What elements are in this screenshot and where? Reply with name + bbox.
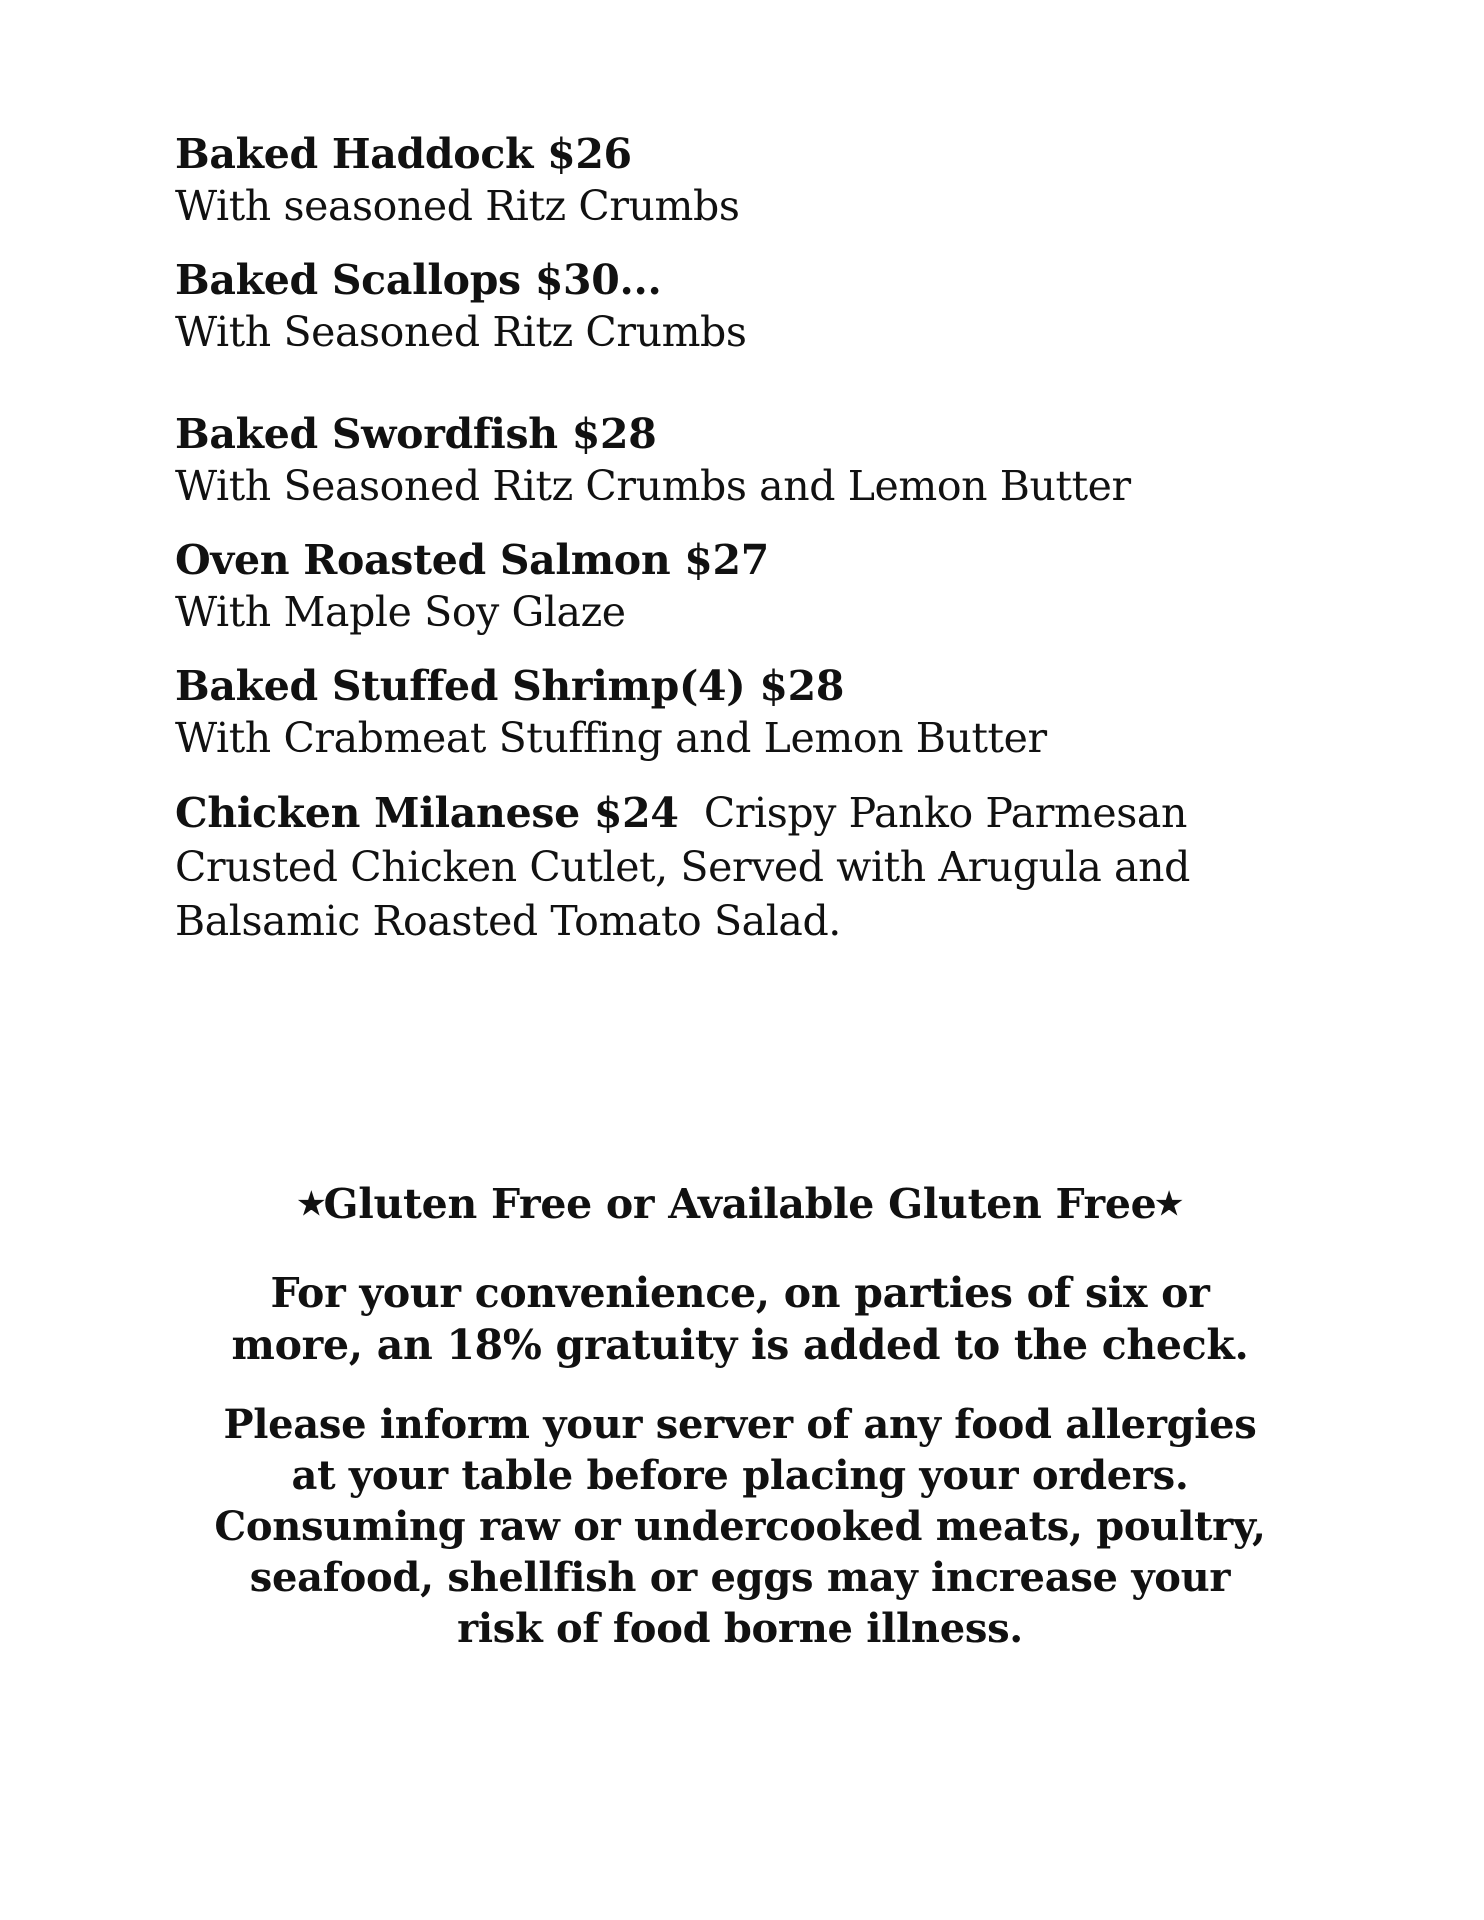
gratuity-line: more, an 18% gratuity is added to the check. bbox=[231, 1321, 1249, 1369]
allergy-note bbox=[140, 1399, 1340, 1654]
gratuity-line: For your convenience, on parties of six or bbox=[270, 1269, 1210, 1317]
star-icon: ✭ bbox=[1156, 1187, 1182, 1222]
menu-item-haddock bbox=[175, 128, 1335, 232]
gluten-free-text: Gluten Free or Available Gluten Free bbox=[323, 1180, 1157, 1228]
menu-item-title: Baked Haddock $26 bbox=[175, 130, 632, 178]
allergy-line: seafood, shellfish or eggs may increase your bbox=[249, 1554, 1231, 1601]
menu-item-title: Baked Stuffed Shrimp(4) $28 bbox=[175, 662, 845, 710]
menu-item-title: Chicken Milanese $24 bbox=[175, 789, 679, 837]
menu-item-salmon bbox=[175, 534, 1335, 638]
allergy-line: at your table before placing your orders. bbox=[291, 1452, 1189, 1499]
gratuity-note bbox=[140, 1267, 1340, 1371]
menu-item-milanese bbox=[175, 786, 1315, 948]
menu-item-description: With Seasoned Ritz Crumbs and Lemon Butter bbox=[175, 462, 1131, 510]
menu-item-scallops bbox=[175, 254, 1335, 358]
menu-item-description: With seasoned Ritz Crumbs bbox=[175, 182, 740, 230]
menu-item-description: With Crabmeat Stuffing and Lemon Butter bbox=[175, 714, 1047, 762]
menu-item-title: Baked Scallops $30... bbox=[175, 256, 662, 304]
menu-item-title: Baked Swordfish $28 bbox=[175, 410, 657, 458]
menu-item-description: Crispy Panko Parmesan Crusted Chicken Cutlet, Served with Arugula and Balsamic Roasted Tomato Salad. bbox=[175, 789, 1190, 945]
menu-list bbox=[175, 128, 1335, 970]
allergy-line: Please inform your server of any food allergies bbox=[223, 1401, 1257, 1448]
menu-item-description: With Seasoned Ritz Crumbs bbox=[175, 308, 747, 356]
gluten-free-note bbox=[140, 1178, 1340, 1231]
menu-item-shrimp bbox=[175, 660, 1335, 764]
allergy-line: Consuming raw or undercooked meats, poultry, bbox=[214, 1503, 1266, 1550]
star-icon: ✭ bbox=[298, 1187, 324, 1222]
menu-notes bbox=[140, 1178, 1340, 1654]
menu-item-swordfish bbox=[175, 408, 1335, 512]
menu-item-description: With Maple Soy Glaze bbox=[175, 588, 626, 636]
menu-item-title: Oven Roasted Salmon $27 bbox=[175, 536, 769, 584]
allergy-line: risk of food borne illness. bbox=[457, 1605, 1023, 1652]
